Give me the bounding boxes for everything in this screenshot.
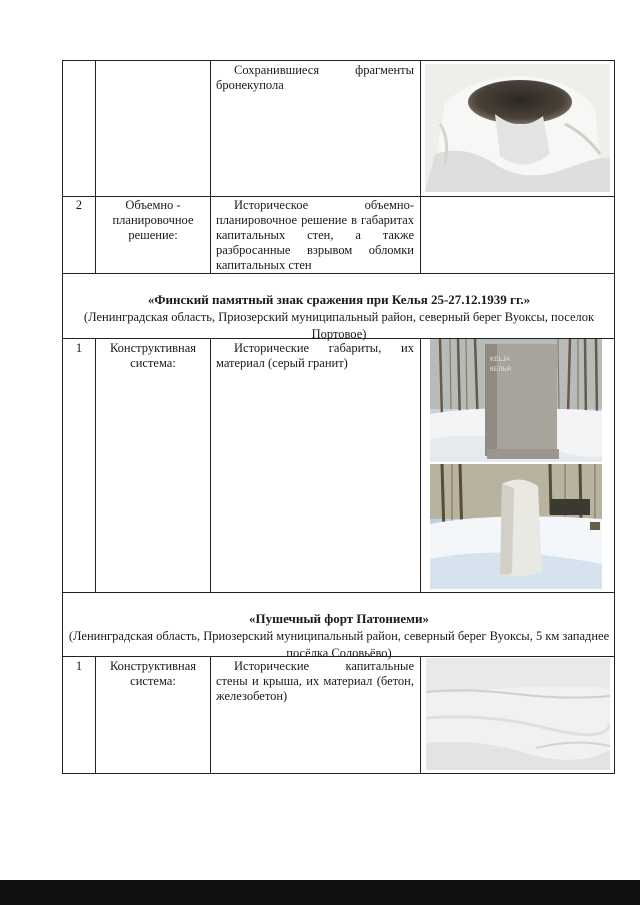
row-description: Исторические габариты, их материал (серый гранит)	[216, 341, 414, 370]
memorial-stone-photo	[430, 339, 602, 462]
section-header-patoniemi	[66, 610, 612, 662]
stone-inscription: КЕЛЬЯ	[490, 366, 512, 373]
row-label: Объемно - планировочное решение:	[112, 198, 194, 242]
section-title: «Пушечный форт Патониеми»	[248, 611, 430, 626]
section-location: (Ленинградская область, Приозерский муниципальный район, северный берег Вуоксы, 5 км западнее посёлка Соловьёво)	[68, 629, 610, 660]
top-row-description: Сохранившиеся фрагменты бронекупола	[216, 63, 414, 92]
table-line	[95, 656, 96, 773]
section-header-kelja	[66, 291, 612, 343]
table-line	[420, 338, 421, 592]
armored-dome-photo	[425, 64, 610, 192]
row-label: Конструктивная система:	[109, 341, 197, 370]
table-line	[62, 60, 615, 61]
table-line	[62, 592, 615, 593]
table-line	[95, 60, 96, 273]
row-number: 1	[75, 659, 83, 673]
section-title: «Финский памятный знак сражения при Келья 25-27.12.1939 гг.»	[147, 292, 531, 307]
table-line	[420, 656, 421, 773]
table-line	[420, 60, 421, 273]
table-line	[95, 338, 96, 592]
table-line	[210, 60, 211, 273]
section-location: (Ленинградская область, Приозерский муниципальный район, северный берег Вуоксы, поселок Портовое)	[83, 310, 595, 341]
scan-bottom-edge	[0, 880, 640, 905]
stone-inscription: KELJA	[490, 356, 510, 363]
table-line	[62, 773, 615, 774]
table-line	[62, 196, 615, 197]
row-description: Историческое объемно-планировочное решение в габаритах капитальных стен, а также разбросанные взрывом обломки капитальных стен	[216, 198, 414, 272]
row-label: Конструктивная система:	[109, 659, 197, 688]
table-line	[62, 273, 615, 274]
memorial-stone-photo-snow	[430, 464, 602, 589]
table-line	[210, 338, 211, 592]
row-number: 1	[75, 341, 83, 355]
snow-covered-fort-photo	[426, 658, 610, 770]
table-line	[210, 656, 211, 773]
table-border-right	[614, 60, 615, 774]
row-description: Исторические капитальные стены и крыша, их материал (бетон, железобетон)	[216, 659, 414, 703]
row-number: 2	[75, 198, 83, 212]
